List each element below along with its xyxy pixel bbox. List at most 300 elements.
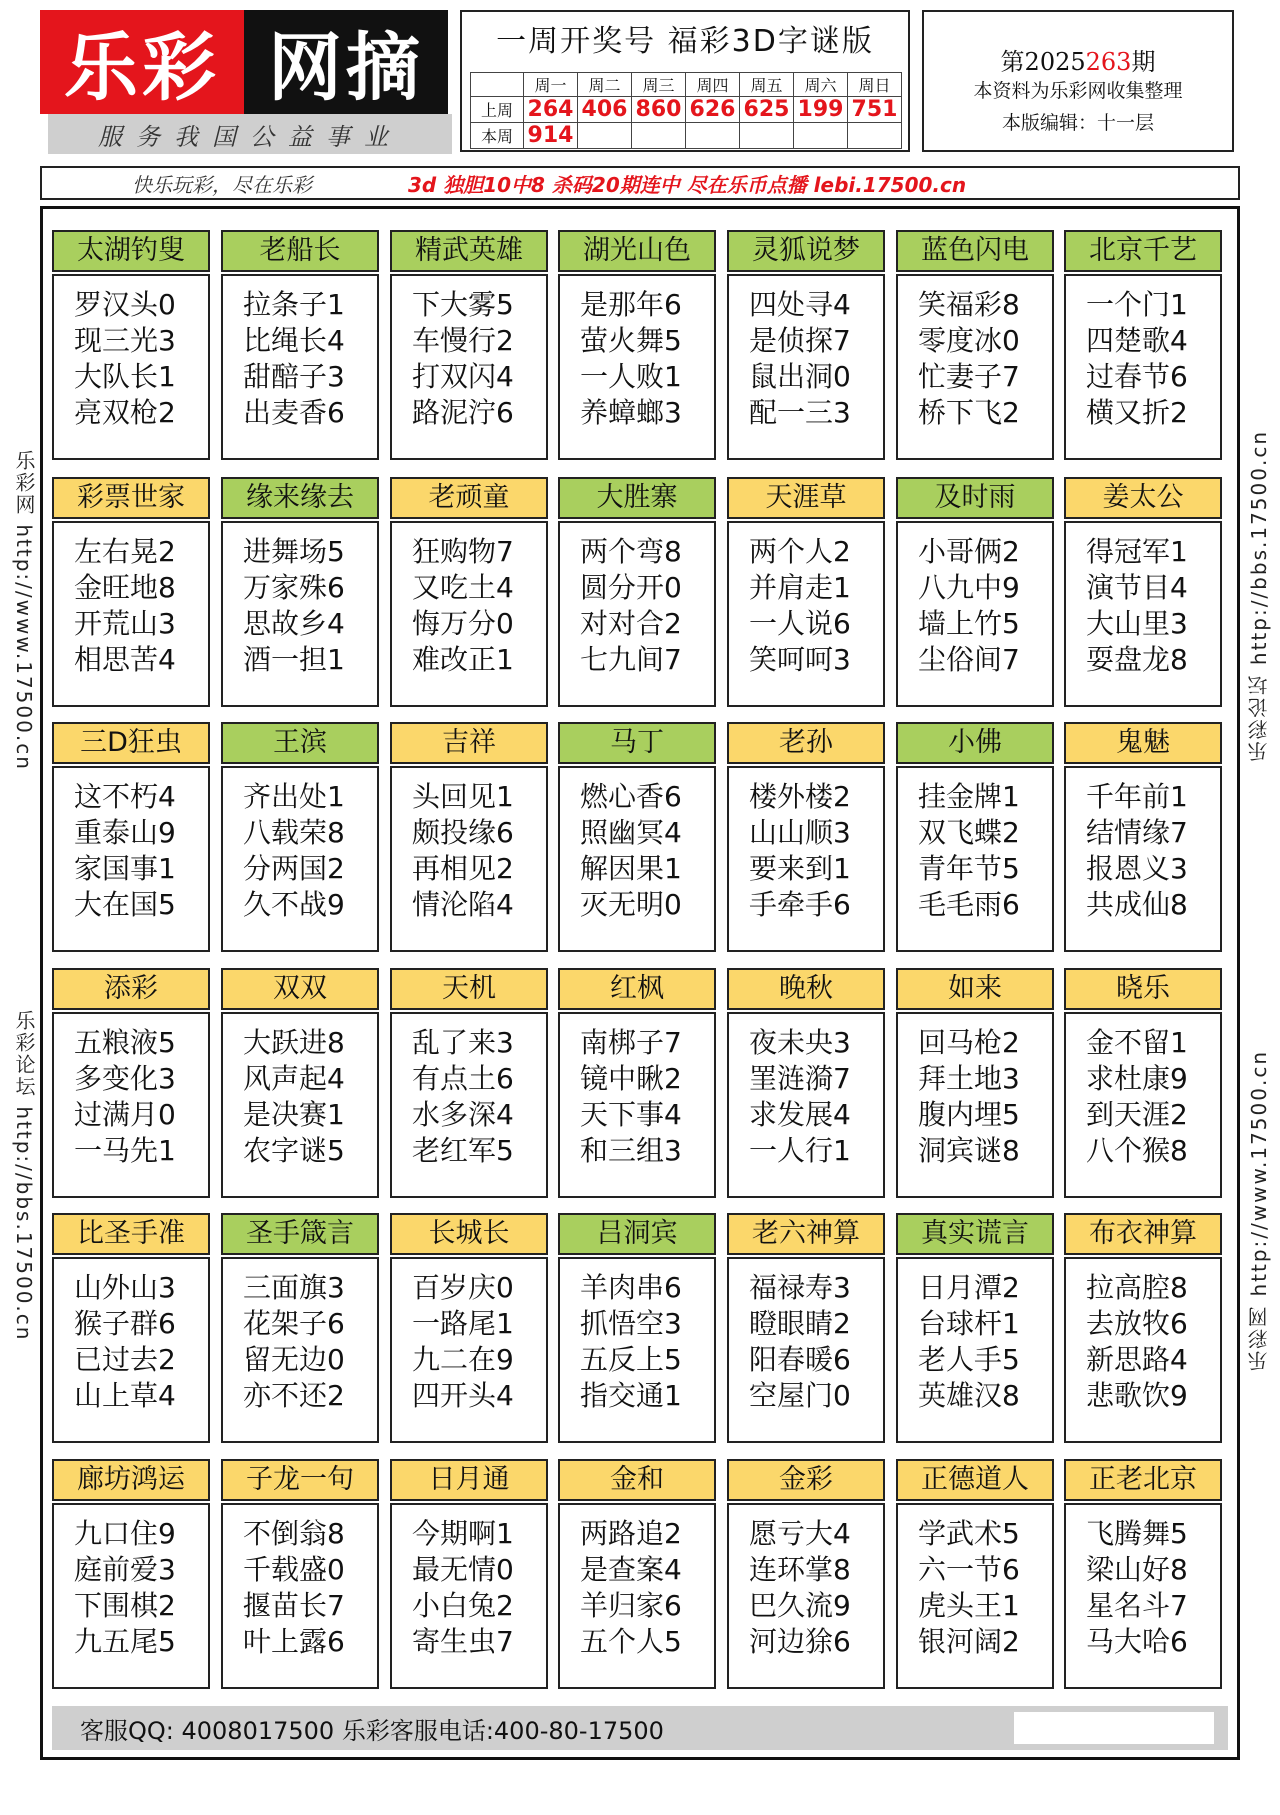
riddle-card [896,1213,1054,1443]
riddle-card [390,1213,548,1443]
riddle-line: 零度冰0 [918,324,1020,357]
footer-blank-box [1014,1712,1214,1744]
card-body [896,1503,1054,1689]
riddle-card [390,968,548,1198]
card-author: 彩票世家 [52,477,210,519]
riddle-line: 农字谜5 [243,1134,345,1167]
side-text-right-top: 乐彩论坛 http://bbs.17500.cn [1247,430,1271,762]
riddle-line: 圆分开0 [580,571,682,604]
riddle-line: 养蟑螂3 [580,396,682,429]
card-body [390,766,548,952]
riddle-line: 又吃土4 [412,571,514,604]
riddle-line: 台球杆1 [918,1307,1020,1340]
riddle-line: 一人行1 [749,1134,851,1167]
card-author: 红枫 [558,968,716,1010]
riddle-line: 是侦探7 [749,324,851,357]
riddle-line: 拉高腔8 [1086,1271,1188,1304]
card-body [52,1503,210,1689]
riddle-line: 笑呵呵3 [749,643,851,676]
riddle-line: 风声起4 [243,1062,345,1095]
riddle-card [558,230,716,460]
riddle-card [1064,1459,1222,1689]
riddle-line: 福禄寿3 [749,1271,851,1304]
card-author: 如来 [896,968,1054,1010]
riddle-line: 并肩走1 [749,571,851,604]
logo-black-part: 网摘 [244,10,448,114]
riddle-line: 思故乡4 [243,607,345,640]
riddle-line: 五反上5 [580,1343,682,1376]
riddle-line: 报恩义3 [1086,852,1188,885]
card-author: 老六神算 [727,1213,885,1255]
result-cell: 199 [794,97,848,123]
riddle-line: 镜中瞅2 [580,1062,682,1095]
riddle-line: 英雄汉8 [918,1379,1020,1412]
card-body [1064,521,1222,707]
riddle-line: 日月潭2 [918,1271,1020,1304]
source-note: 本资料为乐彩网收集整理 [973,80,1183,102]
card-body [52,766,210,952]
riddle-line: 腹内埋5 [918,1098,1020,1131]
riddle-line: 庭前爱3 [74,1553,176,1586]
card-author: 老顽童 [390,477,548,519]
card-body [390,274,548,460]
riddle-line: 天下事4 [580,1098,682,1131]
card-author: 缘来缘去 [221,477,379,519]
riddle-line: 虎头王1 [918,1589,1020,1622]
riddle-card [390,1459,548,1689]
riddle-line: 是决赛1 [243,1098,345,1131]
riddle-line: 小哥俩2 [918,535,1020,568]
banner-promo: 3d 独胆10中8 杀码20期连中 尽在乐币点播 lebi.17500.cn [408,172,967,197]
riddle-card [221,477,379,707]
riddle-line: 老红军5 [412,1134,514,1167]
card-author: 马丁 [558,722,716,764]
riddle-line: 花架子6 [243,1307,345,1340]
day-header: 周五 [740,73,794,97]
riddle-line: 家国事1 [74,852,176,885]
riddle-line: 山山顺3 [749,816,851,849]
riddle-line: 金旺地8 [74,571,176,604]
logo [40,10,448,114]
card-author: 吉祥 [390,722,548,764]
card-body [1064,766,1222,952]
riddle-line: 大队长1 [74,360,176,393]
riddle-card [221,1459,379,1689]
day-header: 周二 [578,73,632,97]
card-body [1064,274,1222,460]
riddle-card [727,968,885,1198]
riddle-line: 头回见1 [412,780,514,813]
card-body [558,1012,716,1198]
riddle-line: 结情缘7 [1086,816,1188,849]
result-cell [632,123,686,149]
riddle-card [221,968,379,1198]
result-cell: 860 [632,97,686,123]
riddle-line: 九二在9 [412,1343,514,1376]
card-author: 老孙 [727,722,885,764]
riddle-line: 久不战9 [243,888,345,921]
riddle-line: 河边狳6 [749,1625,851,1658]
riddle-line: 千年前1 [1086,780,1188,813]
riddle-line: 山上草4 [74,1379,176,1412]
riddle-line: 大在国5 [74,888,176,921]
card-body [390,1012,548,1198]
riddle-line: 配一三3 [749,396,851,429]
riddle-line: 甜醅子3 [243,360,345,393]
riddle-line: 两个弯8 [580,535,682,568]
riddle-line: 拜土地3 [918,1062,1020,1095]
riddle-card [558,722,716,952]
riddle-line: 八载荣8 [243,816,345,849]
banner-slogan: 快乐玩彩，尽在乐彩 [132,172,312,197]
riddle-line: 两路追2 [580,1517,682,1550]
side-text-left-top: 乐彩网 http://www.17500.cn [12,450,36,771]
riddle-line: 是那年6 [580,288,682,321]
riddle-card [52,1213,210,1443]
riddle-line: 齐出处1 [243,780,345,813]
card-body [390,521,548,707]
card-body [727,1257,885,1443]
riddle-line: 指交通1 [580,1379,682,1412]
riddle-line: 有点土6 [412,1062,514,1095]
card-author: 太湖钓叟 [52,230,210,272]
riddle-line: 银河阔2 [918,1625,1020,1658]
riddle-line: 悲歌饮9 [1086,1379,1188,1412]
riddle-line: 求发展4 [749,1098,851,1131]
riddle-line: 揠苗长7 [243,1589,345,1622]
week-title: 一周开奖号 福彩3D字谜版 [496,24,874,59]
riddle-line: 九口住9 [74,1517,176,1550]
riddle-line: 得冠军1 [1086,535,1188,568]
riddle-card [52,722,210,952]
riddle-card [558,477,716,707]
riddle-line: 一个门1 [1086,288,1188,321]
riddle-line: 新思路4 [1086,1343,1188,1376]
card-author: 天机 [390,968,548,1010]
card-author: 吕洞宾 [558,1213,716,1255]
card-author: 金彩 [727,1459,885,1501]
card-body [896,521,1054,707]
card-author: 鬼魅 [1064,722,1222,764]
card-author: 老船长 [221,230,379,272]
riddle-card [221,722,379,952]
riddle-line: 老人手5 [918,1343,1020,1376]
riddle-line: 鼠出洞0 [749,360,851,393]
this-week-label: 本周 [471,123,524,149]
riddle-line: 狂购物7 [412,535,514,568]
day-header: 周日 [848,73,902,97]
riddle-line: 下围棋2 [74,1589,176,1622]
card-author: 小佛 [896,722,1054,764]
riddle-line: 四处寻4 [749,288,851,321]
riddle-line: 手牵手6 [749,888,851,921]
riddle-line: 共成仙8 [1086,888,1188,921]
riddle-card [52,1459,210,1689]
card-body [221,766,379,952]
day-header: 周一 [524,73,578,97]
riddle-line: 耍盘龙8 [1086,643,1188,676]
riddle-line: 难改正1 [412,643,514,676]
riddle-card [390,230,548,460]
riddle-line: 羊肉串6 [580,1271,682,1304]
card-body [52,274,210,460]
riddle-line: 多变化3 [74,1062,176,1095]
riddle-line: 回马枪2 [918,1026,1020,1059]
riddle-line: 悔万分0 [412,607,514,640]
card-author: 金和 [558,1459,716,1501]
card-body [727,521,885,707]
card-author: 真实谎言 [896,1213,1054,1255]
riddle-line: 求杜康9 [1086,1062,1188,1095]
riddle-line: 抓悟空3 [580,1307,682,1340]
riddle-line: 南梆子7 [580,1026,682,1059]
riddle-line: 星名斗7 [1086,1589,1188,1622]
card-author: 廊坊鸿运 [52,1459,210,1501]
riddle-line: 相思苦4 [74,643,176,676]
card-body [558,521,716,707]
card-body [1064,1257,1222,1443]
riddle-line: 五粮液5 [74,1026,176,1059]
riddle-line: 夜未央3 [749,1026,851,1059]
riddle-card [558,1459,716,1689]
riddle-card [896,230,1054,460]
day-header: 周四 [686,73,740,97]
side-text-right-bottom: 乐彩网 http://www.17500.cn [1247,1050,1271,1371]
riddle-card [390,722,548,952]
card-author: 子龙一句 [221,1459,379,1501]
card-author: 湖光山色 [558,230,716,272]
riddle-line: 去放牧6 [1086,1307,1188,1340]
riddle-line: 一人败1 [580,360,682,393]
riddle-line: 羊归家6 [580,1589,682,1622]
riddle-line: 亮双枪2 [74,396,176,429]
riddle-line: 九五尾5 [74,1625,176,1658]
riddle-line: 这不朽4 [74,780,176,813]
riddle-card [52,968,210,1198]
riddle-line: 水多深4 [412,1098,514,1131]
card-author: 晚秋 [727,968,885,1010]
riddle-line: 双飞蝶2 [918,816,1020,849]
riddle-line: 情沦陷4 [412,888,514,921]
result-cell: 914 [524,123,578,149]
riddle-line: 一路尾1 [412,1307,514,1340]
riddle-line: 六一节6 [918,1553,1020,1586]
card-body [52,1012,210,1198]
card-body [558,766,716,952]
riddle-line: 拉条子1 [243,288,345,321]
riddle-card [52,477,210,707]
card-author: 正德道人 [896,1459,1054,1501]
riddle-line: 颇投缘6 [412,816,514,849]
riddle-card [1064,722,1222,952]
riddle-card [1064,1213,1222,1443]
riddle-line: 最无情0 [412,1553,514,1586]
riddle-line: 马大哈6 [1086,1625,1188,1658]
card-author: 比圣手准 [52,1213,210,1255]
card-author: 晓乐 [1064,968,1222,1010]
riddle-card [896,477,1054,707]
riddle-line: 学武术5 [918,1517,1020,1550]
riddle-line: 连环掌8 [749,1553,851,1586]
footer-bar [52,1706,1228,1750]
result-cell: 626 [686,97,740,123]
riddle-card [727,1213,885,1443]
riddle-line: 墙上竹5 [918,607,1020,640]
card-author: 灵狐说梦 [727,230,885,272]
riddle-line: 演节目4 [1086,571,1188,604]
riddle-line: 下大雾5 [412,288,514,321]
riddle-line: 过满月0 [74,1098,176,1131]
riddle-line: 对对合2 [580,607,682,640]
riddle-line: 三面旗3 [243,1271,345,1304]
riddle-line: 不倒翁8 [243,1517,345,1550]
card-author: 布衣神算 [1064,1213,1222,1255]
riddle-line: 乱了来3 [412,1026,514,1059]
corner-cell [471,73,524,97]
side-text-left-bottom: 乐彩论坛 http://bbs.17500.cn [12,1010,36,1342]
riddle-line: 燃心香6 [580,780,682,813]
card-author: 添彩 [52,968,210,1010]
riddle-line: 路泥泞6 [412,396,514,429]
riddle-line: 亦不还2 [243,1379,345,1412]
riddle-line: 车慢行2 [412,324,514,357]
card-body [221,274,379,460]
riddle-line: 开荒山3 [74,607,176,640]
riddle-line: 再相见2 [412,852,514,885]
riddle-card [1064,968,1222,1198]
result-cell: 406 [578,97,632,123]
riddle-line: 大跃进8 [243,1026,345,1059]
riddle-line: 到天涯2 [1086,1098,1188,1131]
riddle-card [558,1213,716,1443]
card-body [727,766,885,952]
card-author: 长城长 [390,1213,548,1255]
riddle-line: 山外山3 [74,1271,176,1304]
riddle-line: 小白兔2 [412,1589,514,1622]
card-body [727,1503,885,1689]
card-author: 双双 [221,968,379,1010]
weekly-results-box [460,10,910,152]
riddle-line: 解因果1 [580,852,682,885]
riddle-line: 一马先1 [74,1134,176,1167]
card-body [221,521,379,707]
slogan: 服务我国公益事业 [48,114,452,154]
riddle-card [52,230,210,460]
card-body [390,1503,548,1689]
card-body [221,1257,379,1443]
riddle-line: 比绳长4 [243,324,345,357]
riddle-card [727,230,885,460]
riddle-line: 忙妻子7 [918,360,1020,393]
riddle-line: 叶上露6 [243,1625,345,1658]
riddle-card [896,722,1054,952]
riddle-line: 罗汉头0 [74,288,176,321]
result-cell [740,123,794,149]
card-author: 精武英雄 [390,230,548,272]
riddle-card [558,968,716,1198]
riddle-line: 过春节6 [1086,360,1188,393]
riddle-line: 要来到1 [749,852,851,885]
riddle-line: 寄生虫7 [412,1625,514,1658]
riddle-line: 酒一担1 [243,643,345,676]
riddle-line: 两个人2 [749,535,851,568]
result-cell [848,123,902,149]
card-body [896,274,1054,460]
card-body [52,1257,210,1443]
card-body [1064,1012,1222,1198]
card-body [390,1257,548,1443]
card-body [221,1012,379,1198]
riddle-line: 横又折2 [1086,396,1188,429]
riddle-line: 现三光3 [74,324,176,357]
riddle-line: 巴久流9 [749,1589,851,1622]
riddle-line: 是查案4 [580,1553,682,1586]
riddle-line: 打双闪4 [412,360,514,393]
riddle-card [896,1459,1054,1689]
card-body [221,1503,379,1689]
riddle-line: 灭无明0 [580,888,682,921]
riddle-line: 萤火舞5 [580,324,682,357]
card-body [52,521,210,707]
card-body [558,274,716,460]
card-author: 日月通 [390,1459,548,1501]
result-cell [686,123,740,149]
riddle-line: 楼外楼2 [749,780,851,813]
riddle-line: 青年节5 [918,852,1020,885]
card-author: 及时雨 [896,477,1054,519]
result-cell: 264 [524,97,578,123]
issue-box [922,10,1234,152]
riddle-card [1064,477,1222,707]
footer-contact: 客服QQ: 4008017500 乐彩客服电话:400-80-17500 [80,1716,664,1745]
riddle-card [727,477,885,707]
card-body [1064,1503,1222,1689]
card-body [558,1503,716,1689]
riddle-line: 七九间7 [580,643,682,676]
riddle-line: 飞腾舞5 [1086,1517,1188,1550]
riddle-line: 梁山好8 [1086,1553,1188,1586]
riddle-line: 留无边0 [243,1343,345,1376]
riddle-card [390,477,548,707]
riddle-line: 尘俗间7 [918,643,1020,676]
riddle-card [221,230,379,460]
riddle-line: 百岁庆0 [412,1271,514,1304]
riddle-line: 猴子群6 [74,1307,176,1340]
card-author: 蓝色闪电 [896,230,1054,272]
riddle-card [727,1459,885,1689]
logo-red-part: 乐彩 [40,10,244,114]
card-author: 大胜寨 [558,477,716,519]
riddle-line: 四开头4 [412,1379,514,1412]
riddle-line: 千载盛0 [243,1553,345,1586]
card-author: 天涯草 [727,477,885,519]
riddle-card [896,968,1054,1198]
result-cell [794,123,848,149]
riddle-line: 四楚歌4 [1086,324,1188,357]
riddle-card [727,722,885,952]
card-author: 姜太公 [1064,477,1222,519]
card-body [896,1257,1054,1443]
day-header: 周三 [632,73,686,97]
riddle-line: 金不留1 [1086,1026,1188,1059]
riddle-line: 笑福彩8 [918,288,1020,321]
riddle-line: 一人说6 [749,607,851,640]
promo-banner [40,166,1240,200]
riddle-line: 出麦香6 [243,396,345,429]
weekly-results-table [470,72,902,149]
riddle-line: 八个猴8 [1086,1134,1188,1167]
riddle-line: 万家殊6 [243,571,345,604]
